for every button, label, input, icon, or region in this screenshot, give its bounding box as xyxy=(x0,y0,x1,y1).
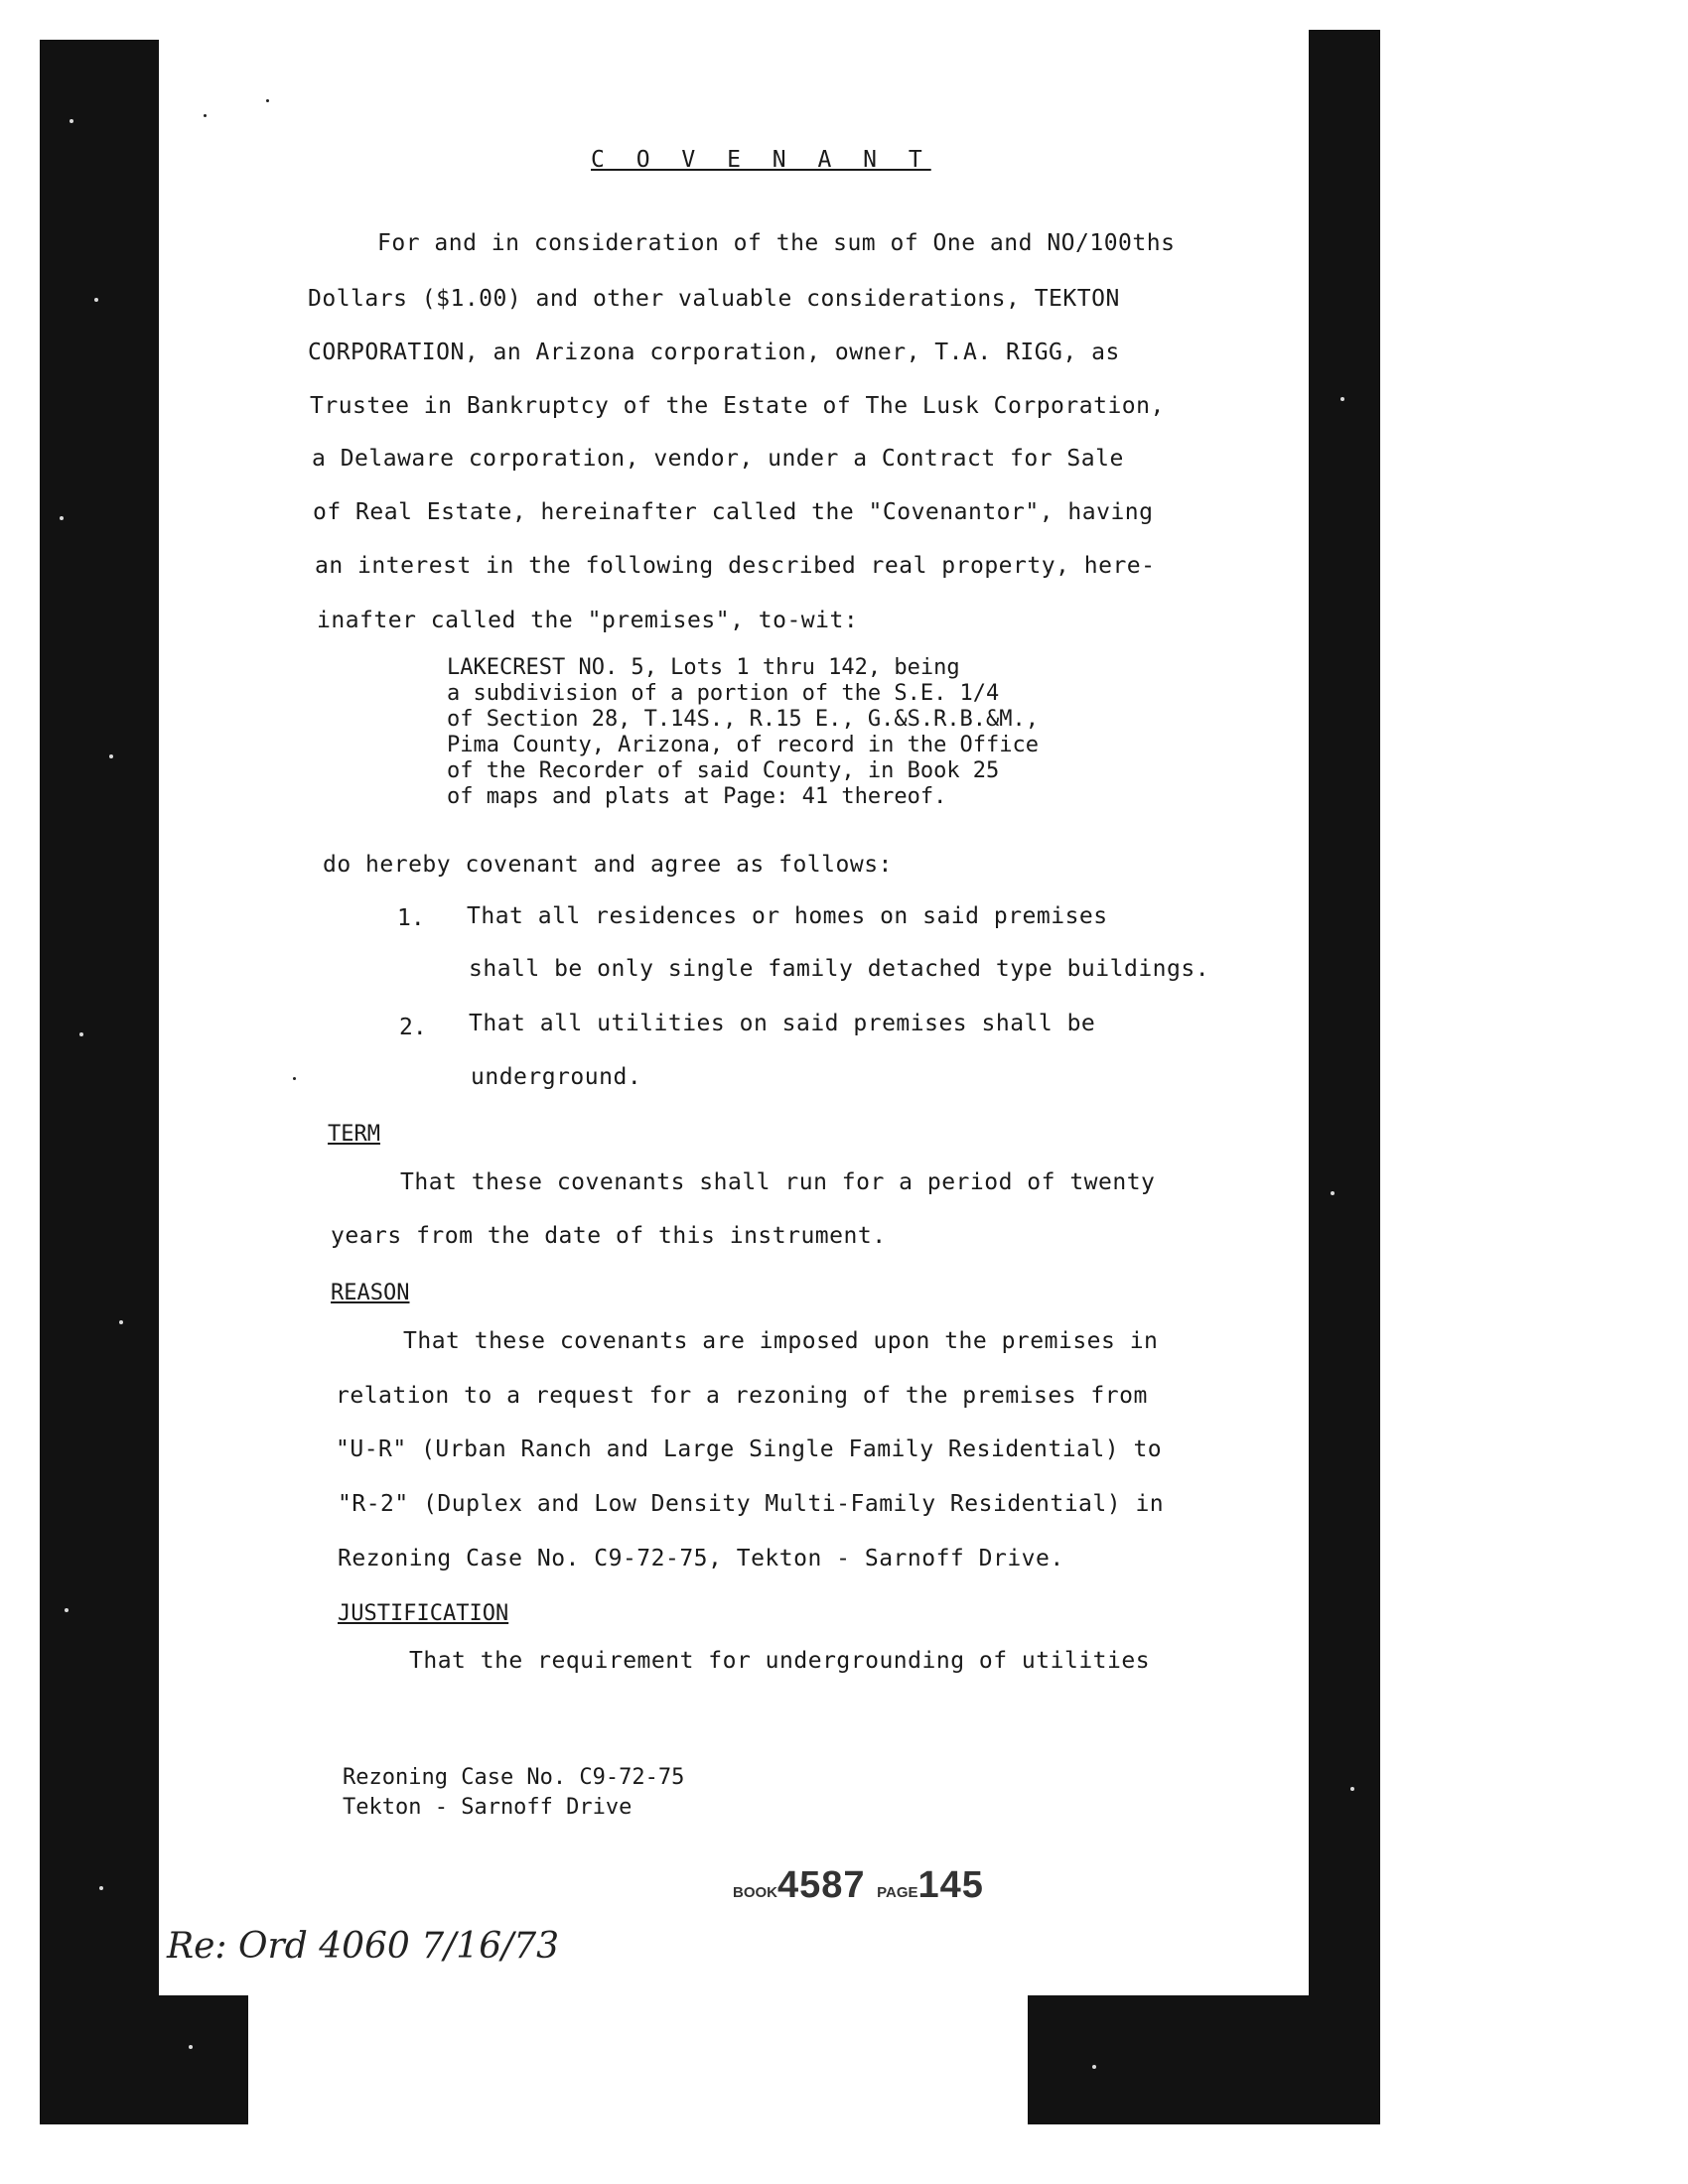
term-heading: TERM xyxy=(328,1122,380,1147)
stamp-book-number: 4587 xyxy=(777,1864,866,1906)
reason-line: relation to a request for a rezoning of the premises from xyxy=(336,1383,1148,1409)
term-line: years from the date of this instrument. xyxy=(331,1223,887,1249)
legal-line: of Section 28, T.14S., R.15 E., G.&S.R.B.&M., xyxy=(447,707,1040,732)
footer-case-number: Rezoning Case No. C9-72-75 xyxy=(343,1765,685,1790)
item-line: shall be only single family detached type buildings. xyxy=(469,956,1210,982)
document-title: C O V E N A N T xyxy=(591,147,931,173)
scan-speck xyxy=(60,516,64,520)
scan-edge-right-bottom xyxy=(1028,1995,1380,2124)
scan-edge-right xyxy=(1309,30,1380,2124)
intro-line: a Delaware corporation, vendor, under a Contract for Sale xyxy=(312,446,1124,472)
item-line: underground. xyxy=(471,1064,642,1090)
intro-line: For and in consideration of the sum of One and NO/100ths xyxy=(377,230,1176,256)
legal-line: of maps and plats at Page: 41 thereof. xyxy=(447,784,947,809)
term-line: That these covenants shall run for a period of twenty xyxy=(400,1169,1156,1195)
reason-heading: REASON xyxy=(331,1281,410,1305)
stamp-page-number: 145 xyxy=(917,1864,984,1906)
scan-speck xyxy=(99,1886,103,1890)
scan-speck xyxy=(1340,397,1344,401)
recorder-stamp xyxy=(733,1864,984,1907)
scan-edge-left xyxy=(40,40,159,2124)
item-line: That all residences or homes on said premises xyxy=(467,903,1108,929)
item-line: That all utilities on said premises shall be xyxy=(469,1011,1096,1036)
justification-line: That the requirement for undergrounding of utilities xyxy=(409,1648,1151,1674)
reason-line: "R-2" (Duplex and Low Density Multi-Family Residential) in xyxy=(338,1491,1165,1517)
item-number: 2. xyxy=(399,1015,427,1040)
handwritten-note: Re: Ord 4060 7/16/73 xyxy=(167,1926,560,1967)
stamp-page-label: PAGE xyxy=(877,1884,918,1901)
item-number: 1. xyxy=(397,905,425,931)
reason-line: "U-R" (Urban Ranch and Large Single Family Residential) to xyxy=(336,1436,1163,1462)
reason-line: That these covenants are imposed upon the premises in xyxy=(403,1328,1159,1354)
agree-line: do hereby covenant and agree as follows: xyxy=(323,852,893,878)
intro-line: CORPORATION, an Arizona corporation, owner, T.A. RIGG, as xyxy=(308,340,1120,365)
scan-speck xyxy=(94,298,98,302)
scan-speck xyxy=(65,1608,69,1612)
scan-speck xyxy=(79,1032,83,1036)
scan-speck xyxy=(266,99,269,102)
legal-line: of the Recorder of said County, in Book 25 xyxy=(447,758,1000,783)
scan-speck xyxy=(189,2045,193,2049)
scan-speck xyxy=(1350,1787,1354,1791)
intro-line: an interest in the following described real property, here- xyxy=(315,553,1156,579)
justification-heading: JUSTIFICATION xyxy=(338,1601,509,1626)
scan-edge-left-bottom xyxy=(40,1995,248,2124)
scan-speck xyxy=(109,754,113,758)
intro-line: of Real Estate, hereinafter called the "Covenantor", having xyxy=(313,499,1154,525)
scan-speck xyxy=(1092,2065,1096,2069)
scan-speck xyxy=(70,119,73,123)
reason-line: Rezoning Case No. C9-72-75, Tekton - Sarnoff Drive. xyxy=(338,1546,1064,1571)
scan-speck xyxy=(204,114,207,117)
scan-speck xyxy=(1331,1191,1335,1195)
legal-line: a subdivision of a portion of the S.E. 1/4 xyxy=(447,681,1000,706)
intro-line: Trustee in Bankruptcy of the Estate of The Lusk Corporation, xyxy=(310,393,1165,419)
scan-speck xyxy=(293,1077,296,1080)
footer-case-name: Tekton - Sarnoff Drive xyxy=(343,1795,633,1820)
intro-line: inafter called the "premises", to-wit: xyxy=(317,608,859,633)
legal-line: LAKECREST NO. 5, Lots 1 thru 142, being xyxy=(447,655,960,680)
scan-speck xyxy=(119,1320,123,1324)
intro-line: Dollars ($1.00) and other valuable considerations, TEKTON xyxy=(308,286,1120,312)
legal-line: Pima County, Arizona, of record in the Office xyxy=(447,733,1040,757)
stamp-book-label: BOOK xyxy=(733,1884,777,1901)
